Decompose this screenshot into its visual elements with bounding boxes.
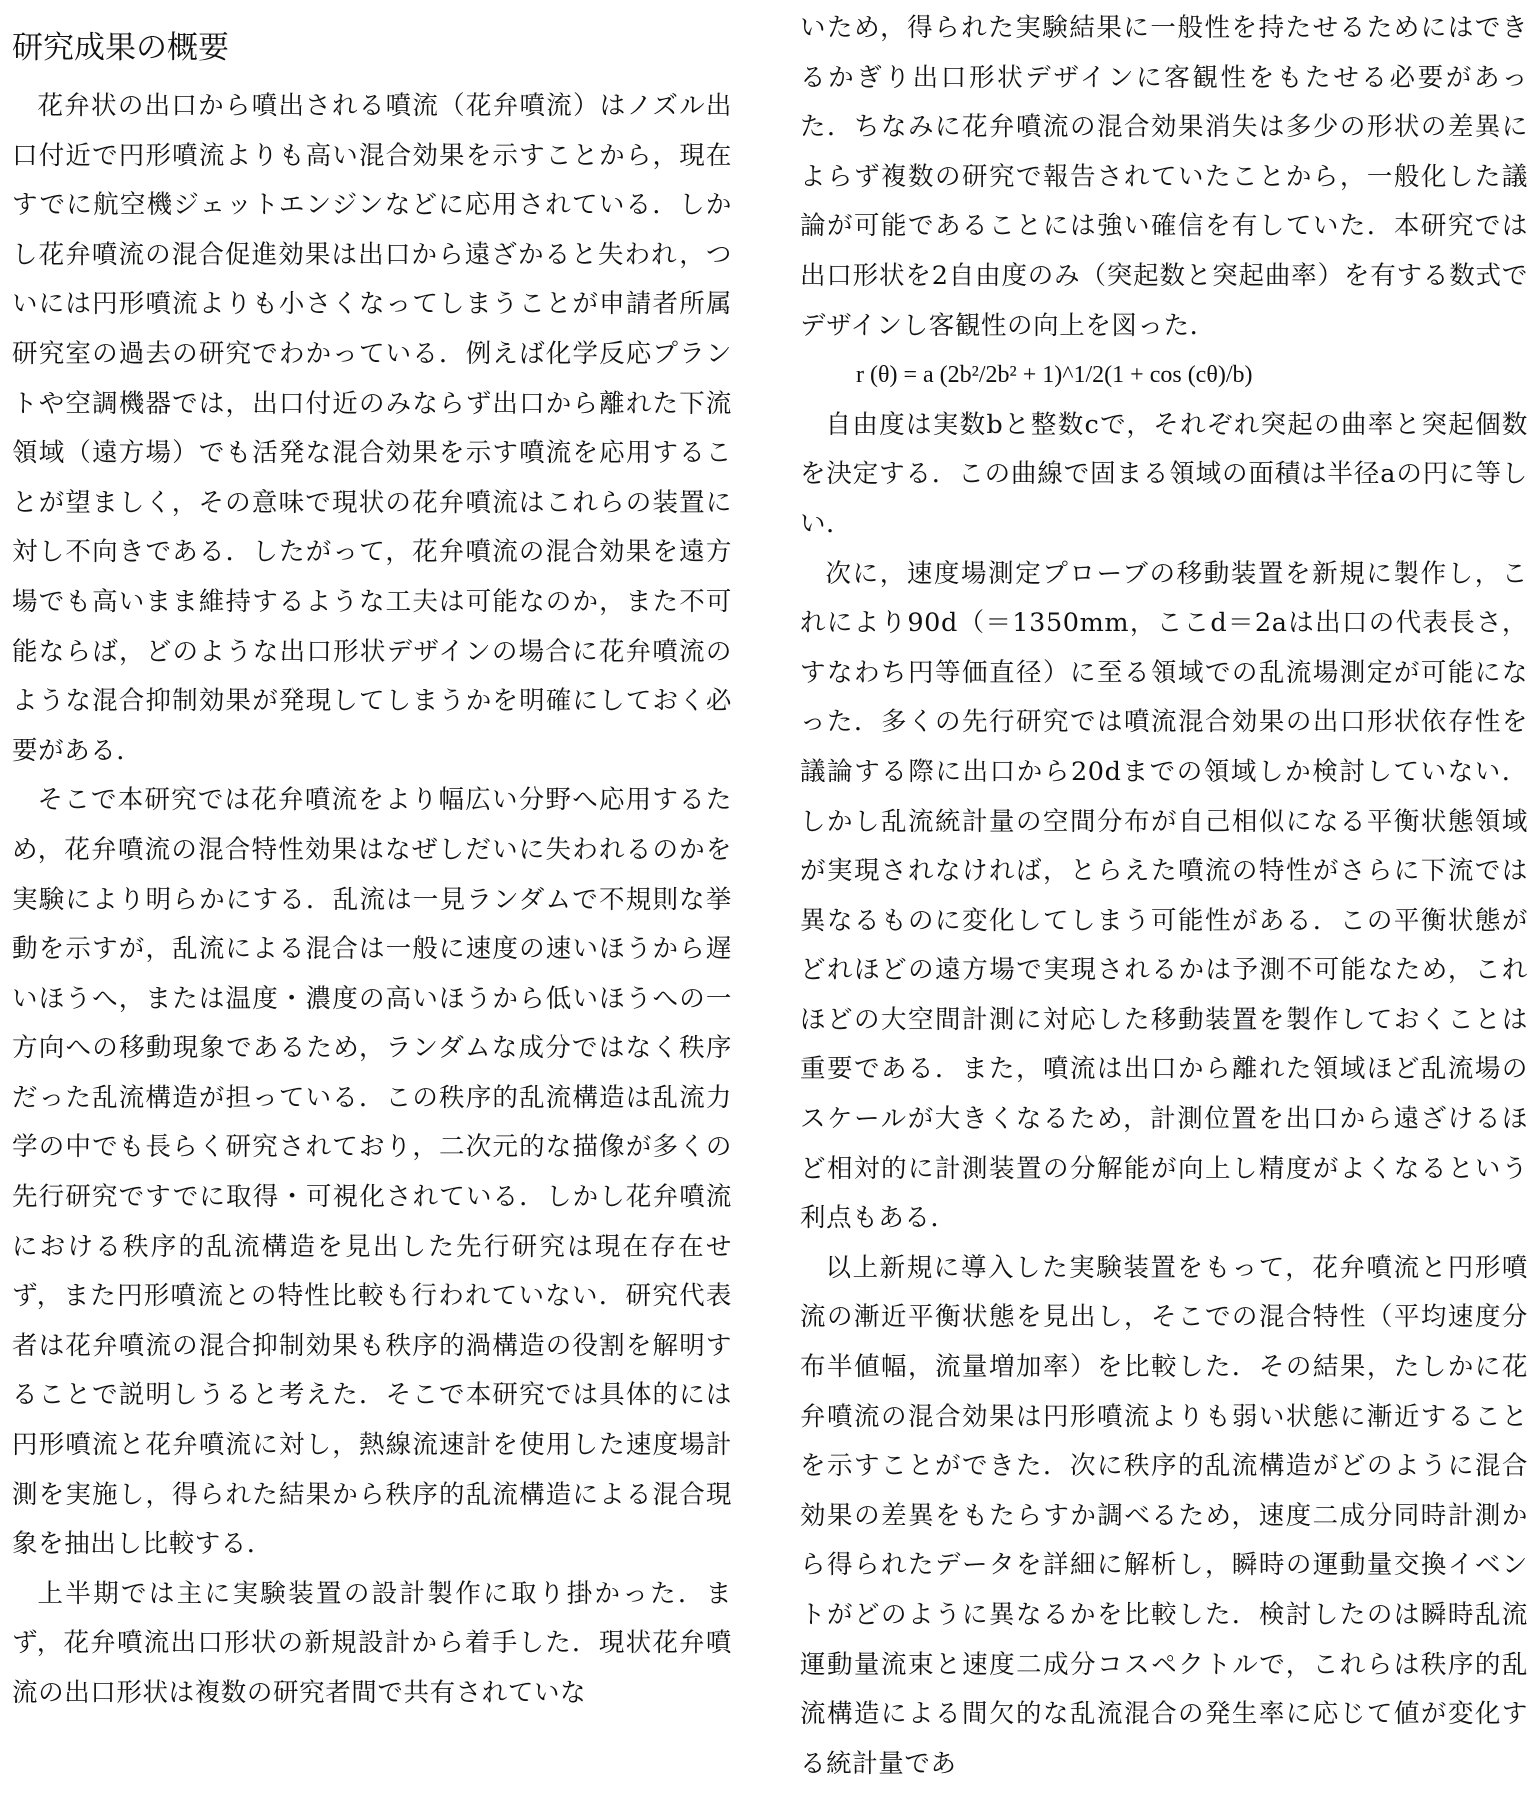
paragraph-first-half: 上半期では主に実験装置の設計製作に取り掛かった．まず，花弁噴流出口形状の新規設計から着手した．現状花弁噴流の出口形状は複数の研究者間で共有されていな xyxy=(12,1578,732,1708)
paragraph-background: 花弁状の出口から噴出される噴流（花弁噴流）はノズル出口付近で円形噴流よりも高い混合効果を示すことから，現在すでに航空機ジェットエンジンなどに応用されている．しかし花弁噴流の混合促進効果は出口から遠ざかると失われ，ついには円形噴流よりも小さくなってしまうことが申請者所属研究室の過去の研究でわかっている．例えば化学反応プラントや空調機器では，出口付近のみならず出口から離れた下流領域（遠方場）でも活発な混合効果を示す噴流を応用することが望ましく，その意味で現状の花弁噴流はこれらの装置に対し不向きである．したがって，花弁噴流の混合効果を遠方場でも高いまま維持するような工夫は可能なのか，また不可能ならば，どのような出口形状デザインの場合に花弁噴流のような混合抑制効果が発現してしまうかを明確にしておく必要がある． xyxy=(12,91,732,766)
right-column xyxy=(800,4,1528,1789)
nozzle-shape-formula xyxy=(800,351,1528,401)
section-title: 研究成果の概要 xyxy=(12,30,229,66)
paragraph-degrees-of-freedom: 自由度は実数bと整数cで，それぞれ突起の曲率と突起個数を決定する．この曲線で固まる領域の面積は半径aの円に等しい． xyxy=(800,409,1528,539)
paragraph-continuation: いため，得られた実験結果に一般性を持たせるためにはできるかぎり出口形状デザインに客観性をもたせる必要があった．ちなみに花弁噴流の混合効果消失は多少の形状の差異によらず複数の研究で報告されていたことから，一般化した議論が可能であることには強い確信を有していた．本研究では出口形状を2自由度のみ（突起数と突起曲率）を有する数式でデザインし客観性の向上を図った． xyxy=(800,13,1528,341)
paragraph-purpose: そこで本研究では花弁噴流をより幅広い分野へ応用するため，花弁噴流の混合特性効果はなぜしだいに失われるのかを実験により明らかにする．乱流は一見ランダムで不規則な挙動を示すが，乱流による混合は一般に速度の速いほうから遅いほうへ，または温度・濃度の高いほうから低いほうへの一方向への移動現象であるため，ランダムな成分ではなく秩序だった乱流構造が担っている．この秩序的乱流構造は乱流力学の中でも長らく研究されており，二次元的な描像が多くの先行研究ですでに取得・可視化されている．しかし花弁噴流における秩序的乱流構造を見出した先行研究は現在存在せず，また円形噴流との特性比較も行われていない．研究代表者は花弁噴流の混合抑制効果も秩序的渦構造の役割を解明することで説明しうると考えた．そこで本研究では具体的には円形噴流と花弁噴流に対し，熱線流速計を使用した速度場計測を実施し，得られた結果から秩序的乱流構造による混合現象を抽出し比較する． xyxy=(12,785,732,1560)
paragraph-traverse-device: 次に，速度場測定プローブの移動装置を新規に製作し，これにより90d（＝1350mm，ここd＝2aは出口の代表長さ，すなわち円等価直径）に至る領域での乱流場測定が可能になった．多くの先行研究では噴流混合効果の出口形状依存性を議論する際に出口から20dまでの領域しか検討していない．しかし乱流統計量の空間分布が自己相似になる平衡状態領域が実現されなければ，とらえた噴流の特性がさらに下流では異なるものに変化してしまう可能性がある．この平衡状態がどれほどの遠方場で実現されるかは予測不可能なため，これほどの大空間計測に対応した移動装置を製作しておくことは重要である．また，噴流は出口から離れた領域ほど乱流場のスケールが大きくなるため，計測位置を出口から遠ざけるほど相対的に計測装置の分解能が向上し精度がよくなるという利点もある． xyxy=(800,558,1528,1234)
paragraph-results: 以上新規に導入した実験装置をもって，花弁噴流と円形噴流の漸近平衡状態を見出し，そこでの混合特性（平均速度分布半値幅，流量増加率）を比較した．その結果，たしかに花弁噴流の混合効果は円形噴流よりも弱い状態に漸近することを示すことができた．次に秩序的乱流構造がどのように混合効果の差異をもたらすか調べるため，速度二成分同時計測から得られたデータを詳細に解析し，瞬時の運動量交換イベントがどのように異なるかを比較した．検討したのは瞬時乱流運動量流束と速度二成分コスペクトルで，これらは秩序的乱流構造による間欠的な乱流混合の発生率に応じて値が変化する統計量であ xyxy=(800,1252,1528,1779)
left-column xyxy=(12,4,732,1789)
formula-text: r (θ) = a (2b²/2b² + 1)^1/2(1 + cos (cθ)/b) xyxy=(856,362,1253,389)
